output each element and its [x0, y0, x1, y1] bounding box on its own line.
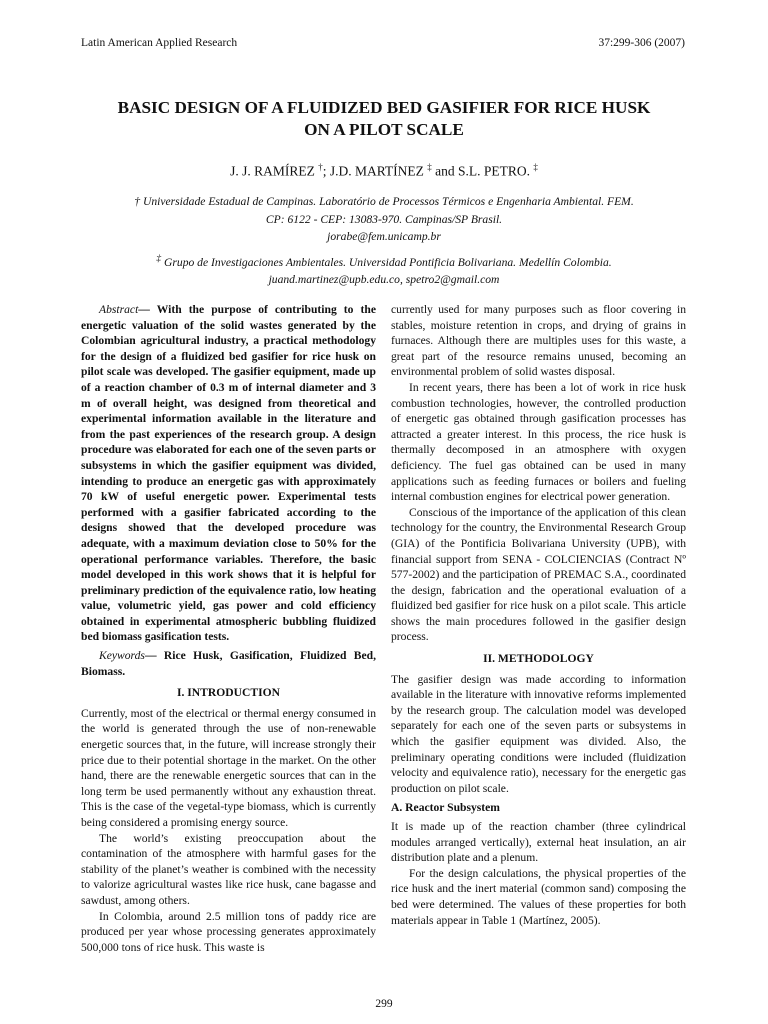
intro-paragraph-2: The world’s existing preoccupation about the contamination of the atmosphere with harmful gases for the stability of the planet’s weather is combined with the necessity to valorize agricultural wastes like rice husk, cane bagasse and sawdust, among others.	[81, 831, 376, 907]
affiliation-2-line-1	[60, 250, 708, 271]
methodology-paragraph-2: It is made up of the reaction chamber (three cylindrical modules arranged vertically), external heat insulation, an air distribution plate and a plenum.	[391, 820, 686, 865]
keywords-text: Rice Husk, Gasification, Fluidized Bed, Biomass.	[81, 649, 376, 678]
methodology-paragraph-3: For the design calculations, the physical properties of the rice husk and the inert material (common sand) composing the bed were determined. The values of these properties for both materials appear in Table 1 (Martínez, 2005).	[391, 866, 686, 927]
introduction-heading: I. INTRODUCTION	[176, 686, 281, 700]
intro-paragraph-1: Currently, most of the electrical or thermal energy consumed in the world is generated through the use of non-renewable energetic sources that, in the future, will increase strongly their price due to their potential shortage in the market. On the other hand, there are the renewable energetic sources that can in the long term be used permanently without any exhaustion threat. This is the case of the vegetal-type biomass, which is currently being considered a promising energy source.	[81, 706, 376, 829]
affiliation-1-email: jorabe@fem.unicamp.br	[327, 230, 441, 243]
affiliation-1-line-2: CP: 6122 - CEP: 13083-970. Campinas/SP Brasil.	[265, 212, 503, 226]
affiliation-mark-3: ‡	[533, 162, 538, 172]
title-line-1: BASIC DESIGN OF A FLUIDIZED BED GASIFIER FOR RICE HUSK	[117, 98, 651, 117]
affiliation-2	[60, 250, 708, 289]
affiliation-2-text: Grupo de Investigaciones Ambientales. Universidad Pontificia Bolivariana. Medellín Colombia.	[161, 255, 612, 269]
author-2: ; J.D. MARTÍNEZ	[322, 163, 428, 179]
affiliation-2-email: juand.martinez@upb.edu.co, spetro2@gmail.com	[268, 273, 500, 287]
intro-paragraph-4: In recent years, there has been a lot of work in rice husk combustion technologies, however, the controlled production of energetic gas obtained through gasification processes has attracted a greater interest. In this process, the rice husk is thermally decomposed in an atmosphere with oxygen deficiency. The fuel gas obtained can be used in many applications such as feeding furnaces or boilers and fueling internal combustion engines for electrical power generation.	[391, 380, 686, 504]
affiliation-mark-1: †	[318, 162, 323, 172]
affiliation-mark-2: ‡	[427, 162, 432, 172]
methodology-heading: II. METHODOLOGY	[483, 652, 594, 666]
author-1: J. J. RAMÍREZ	[230, 163, 319, 179]
citation-info: 37:299-306 (2007)	[598, 37, 685, 49]
intro-paragraph-5: Conscious of the importance of the application of this clean technology for the country, the Environmental Research Group (GIA) of the Pontificia Bolivariana University (UPB), with financial support from SENA - COLCIENCIAS (Contract Nº 577-2002) and the participation of PREMAC S.A., coordinated the design, fabrication and the operational evaluation of a fluidized bed gasifier for rice husk on a pilot scale. This article shows the main procedures followed in the gasifier design process.	[391, 505, 686, 644]
author-3: and S.L. PETRO.	[431, 163, 534, 179]
keywords-dash: —	[144, 649, 164, 663]
abstract-label: Abstract	[99, 303, 139, 316]
affiliation-1-line-1: † Universidade Estadual de Campinas. Laboratório de Processos Térmicos e Engenharia Ambiental. FEM.	[134, 195, 634, 208]
keywords-label: Keywords	[99, 649, 145, 663]
abstract-text: With the purpose of contributing to the energetic valuation of the solid wastes generated by the Colombian agricultural industry, a practical methodology for the design of a fluidized bed gasifier for rice husk on pilot scale was developed. The gasifier equipment, made up of a reaction chamber of 0.3 m of internal diameter and 3 m of overall height, was designed from theoretical and experimental information available in the literature and from the past experiences of the research group. A design procedure was elaborated for each one of the seven parts or subsystems in which the gasifier equipment was divided, intending to produce an energetic gas with approximately 70 kW of useful energetic power. Experimental tests performed with a gasifier fabricated according to the designs showed that the developed procedure was adequate, with a maximum deviation close to 50% for the operational performance variables. Therefore, the basic model developed in this work shows that it is helpful for preliminary prediction of the equivalence ratio, low heating value, volumetric yield, gas power and cold efficiency obtained in experimental atmospheric bubbling fluidized bed biomass gasification tests.	[81, 303, 376, 644]
right-column	[391, 302, 686, 928]
reactor-subsystem-heading: A. Reactor Subsystem	[391, 801, 500, 815]
abstract-dash: —	[138, 303, 157, 316]
methodology-paragraph-1: The gasifier design was made according to information available in the literature with innovative reforms implemented by the research group. The calculation model was developed separately for each one of the seven parts or subsystems in which the gasifier equipment was divided. Also, the preliminary operating conditions were included (fluidization velocity and equivalence ratio), necessary for the energetic gas production on pilot scale.	[391, 672, 686, 795]
author-list	[0, 162, 768, 180]
keywords	[81, 648, 376, 679]
journal-name: Latin American Applied Research	[81, 37, 238, 49]
abstract	[81, 302, 376, 645]
affiliation-1	[60, 193, 708, 246]
intro-paragraph-3-continued: currently used for many purposes such as floor covering in stables, moisture retention in crops, and drying of grains in furnaces. Although there are multiples uses for this waste, a great part of the resource remains unused, becoming an environmental problem of solid wastes disposal.	[391, 303, 686, 379]
affiliation-2-mark: ‡	[156, 253, 162, 264]
running-head	[81, 37, 685, 49]
page-number: 299	[375, 998, 393, 1010]
title-line-2: ON A PILOT SCALE	[304, 120, 464, 139]
paper-title	[60, 97, 708, 141]
intro-paragraph-3: In Colombia, around 2.5 million tons of paddy rice are produced per year whose processing generates approximately 500,000 tons of rice husk. This waste is	[81, 909, 376, 954]
left-column	[81, 302, 376, 955]
